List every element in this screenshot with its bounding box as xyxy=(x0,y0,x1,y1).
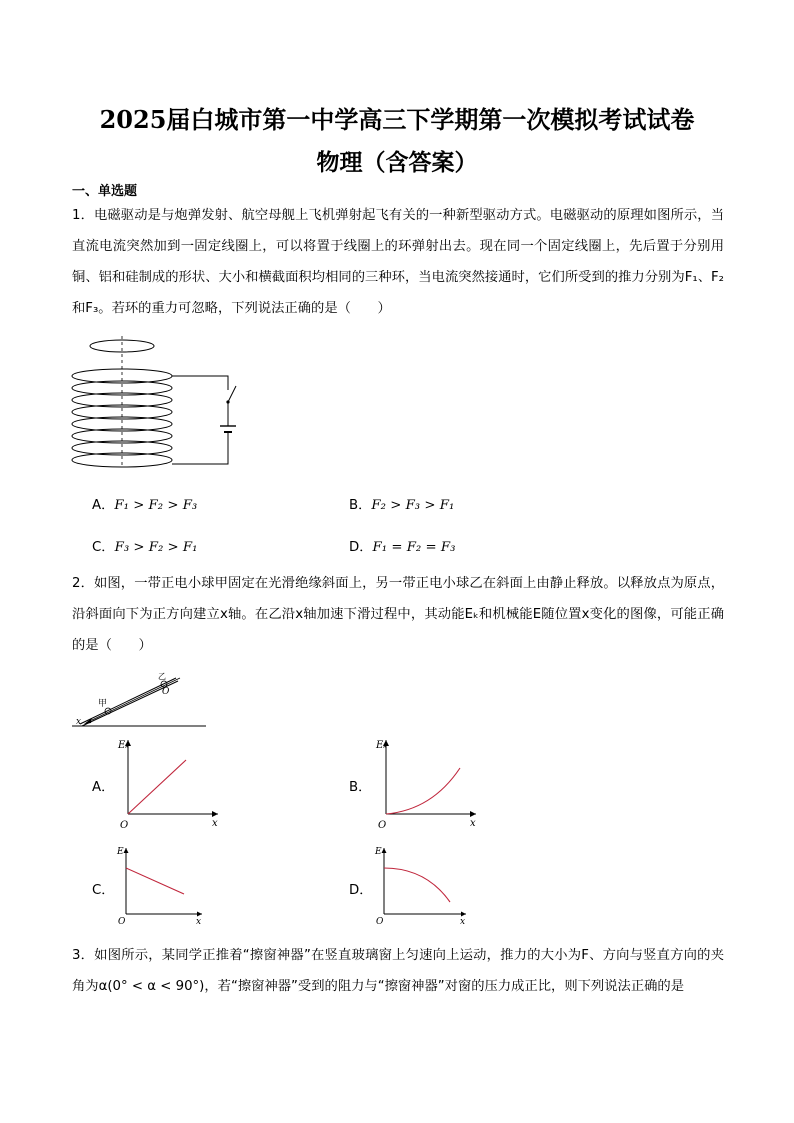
graph-b-curve xyxy=(386,768,460,814)
graph-a-curve xyxy=(128,760,186,814)
switch xyxy=(228,386,236,402)
ball-b-label: 乙 xyxy=(158,672,166,681)
question-2-text: 2．如图，一带正电小球甲固定在光滑绝缘斜面上，另一带正电小球乙在斜面上由静止释放。以释放点为原点，沿斜面向下为正方向建立x轴。在乙沿x轴加速下滑过程中，其动能Eₖ和机械能E随位置x变化的图像，可能正确的是（ ） xyxy=(72,576,724,653)
ball-a-label: 甲 xyxy=(98,699,108,709)
graph-b-y-label: Eₖ xyxy=(376,740,387,751)
q2-option-d[interactable]: D． xyxy=(349,883,373,898)
graph-d-curve xyxy=(384,868,450,902)
question-1-text: 1．电磁驱动是与炮弹发射、航空母舰上飞机弹射起飞有关的一种新型驱动方式。电磁驱动的原理如图所示，当直流电流突然加到一固定线圈上，可以将置于线圈上的环弹射出去。现在同一个固定线圈上，先后置于分别用铜、铝和硅制成的形状、大小和横截面积均相同的三种环，当电流突然接通时，它们所受到的推力分别为F₁、F₂和F₃。若环的重力可忽略，下列说法正确的是（ ） xyxy=(72,208,724,316)
graph-a-x-label: x xyxy=(212,818,218,829)
graph-c-curve xyxy=(126,868,184,894)
graph-b xyxy=(370,734,480,830)
q2-option-b[interactable]: B． xyxy=(349,780,372,795)
graph-a-y-label: Eₖ xyxy=(118,740,129,751)
incline-origin-label: O xyxy=(162,687,170,697)
question-3-text: 3．如图所示，某同学正推着“擦窗神器”在竖直玻璃窗上匀速向上运动，推力的大小为F、方向与竖直方向的夹角为α(0° < α < 90°)，若“擦窗神器”受到的阻力与“擦窗神器”对窗的压力成正比，则下列说法正确的是 xyxy=(72,948,724,994)
exam-subtitle: 物理（含答案） xyxy=(316,149,478,176)
graph-c-x-label: x xyxy=(196,917,202,926)
graph-c-origin: O xyxy=(118,917,126,926)
incline-axis-label: x xyxy=(76,717,82,727)
q2-option-c[interactable]: C． xyxy=(92,883,115,898)
graph-b-origin: O xyxy=(378,820,387,830)
graph-b-x-label: x xyxy=(470,818,476,829)
graph-a xyxy=(112,734,222,830)
graph-c-y-label: E xyxy=(117,847,124,857)
graph-a-origin: O xyxy=(120,820,129,830)
graph-d-y-label: E xyxy=(375,847,382,857)
q1-option-c[interactable]: C．F₃ > F₂ > F₁ xyxy=(92,540,198,555)
q2-option-a[interactable]: A． xyxy=(92,780,115,795)
coil-circuit-figure xyxy=(66,334,246,474)
graph-d xyxy=(370,842,470,926)
q1-option-a[interactable]: A．F₁ > F₂ > F₃ xyxy=(92,498,198,513)
graph-d-origin: O xyxy=(376,917,384,926)
incline-figure xyxy=(70,668,210,732)
q1-option-d[interactable]: D．F₁ = F₂ = F₃ xyxy=(349,540,456,555)
exam-title: 2025届白城市第一中学高三下学期第一次模拟考试试卷 xyxy=(99,105,695,134)
graph-c xyxy=(112,842,206,926)
q1-option-b[interactable]: B．F₂ > F₃ > F₁ xyxy=(349,498,455,513)
graph-d-x-label: x xyxy=(460,917,466,926)
incline-upper xyxy=(80,678,176,724)
section-heading: 一、单选题 xyxy=(72,184,138,199)
